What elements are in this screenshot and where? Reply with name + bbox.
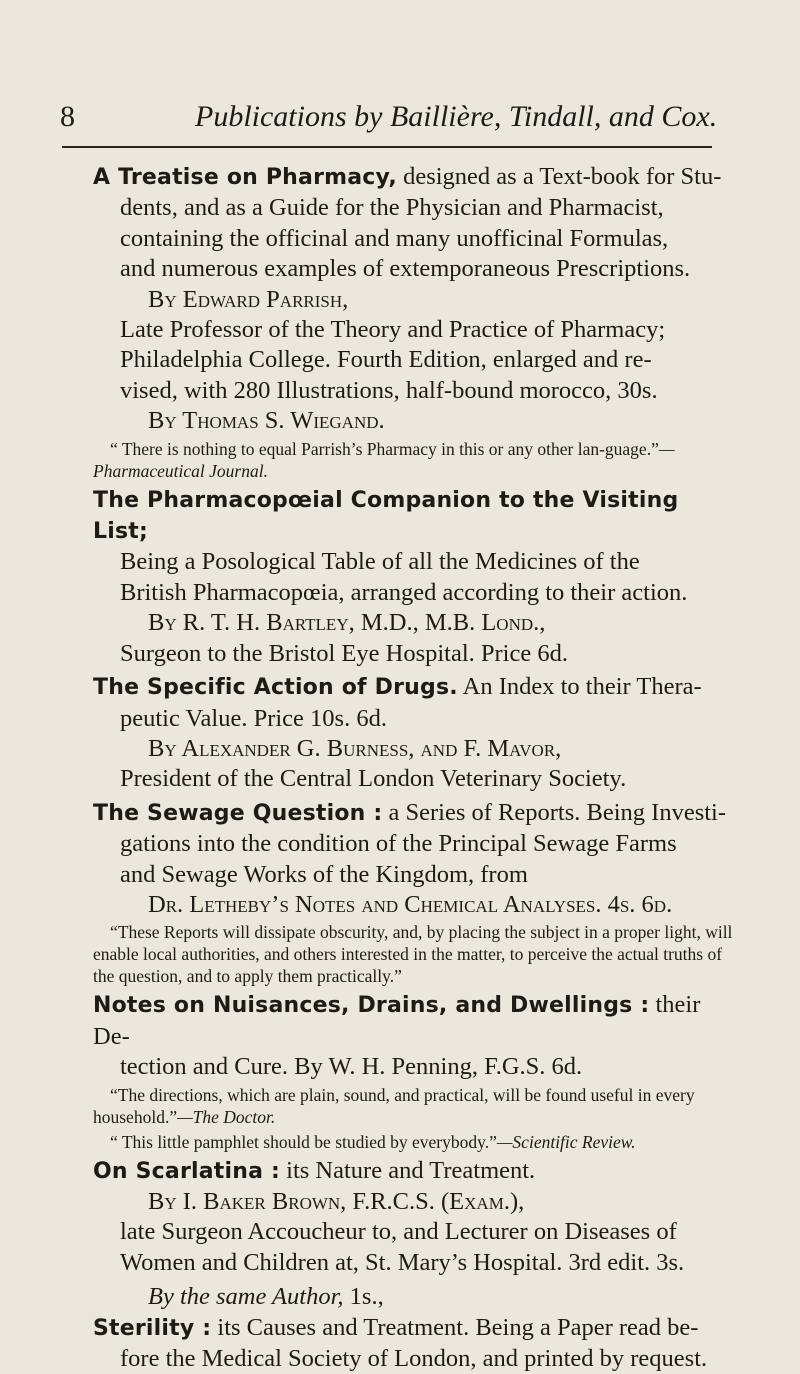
review-quote: “These Reports will dissipate obscurity, and, by placing the subject in a proper light, will enable local authorities, and others interested in the matter, to perceive the actual truths of the question, and to apply them practically.” [93, 922, 733, 987]
entry-title: On Scarlatina : [93, 1158, 281, 1184]
entry-author: By Edward Parrish, [148, 285, 349, 313]
review-quote [93, 1131, 733, 1153]
quote-source: —Scientific Review. [496, 1131, 636, 1152]
entry-description: containing the officinal and many unofficinal Formulas, [120, 224, 669, 252]
entry-author: By I. Baker Brown, F.R.C.S. (Exam.), [148, 1187, 525, 1215]
quote-text: “ There is nothing to equal Parrish’s Pharmacy in this or any other lan-guage.” [110, 438, 659, 459]
entry-description: its Causes and Treatment. Being a Paper read be- [217, 1313, 699, 1341]
entry-description: British Pharmacopœia, arranged according to their action. [120, 578, 688, 606]
entry-description: a Series of Reports. Being Investi- [388, 798, 727, 826]
book-entry-on-scarlatina [93, 1156, 733, 1313]
entry-description: dents, and as a Guide for the Physician and Pharmacist, [120, 194, 664, 222]
entry-description: peutic Value. Price 10s. 6d. [120, 704, 387, 732]
entry-title: The Pharmacopœial Companion to the Visiting List; [93, 487, 679, 545]
entry-title: The Sewage Question : [93, 800, 383, 826]
book-entry-specific-action-of-drugs [93, 672, 733, 795]
quote-text: “ This little pamphlet should be studied by everybody.” [110, 1131, 497, 1152]
entry-description: and numerous examples of extemporaneous Prescriptions. [120, 255, 691, 283]
quote-source: —The Doctor. [177, 1106, 276, 1127]
quote-text: “The directions, which are plain, sound, and practical, will be found useful in every household.” [93, 1084, 695, 1127]
entry-editor: By Thomas S. Wiegand. [148, 407, 385, 435]
entry-title: The Specific Action of Drugs. [93, 675, 458, 701]
header-rule [62, 146, 712, 148]
entry-author-role: Late Professor of the Theory and Practice of Pharmacy; [120, 316, 666, 344]
entry-title: A Treatise on Pharmacy, [93, 165, 397, 190]
book-entry-notes-on-nuisances [93, 990, 733, 1152]
catalogue-listing [93, 162, 733, 1374]
same-author-price: 1s., [349, 1283, 384, 1311]
entry-author-role: vised, with 280 Illustrations, half-bound morocco, 30s. [120, 376, 658, 404]
entry-description: fore the Medical Society of London, and printed by request. [120, 1345, 708, 1372]
entry-description: gations into the condition of the Principal Sewage Farms [120, 830, 677, 858]
entry-description: Being a Posological Table of all the Medicines of the [120, 548, 640, 576]
entry-description: their De- [93, 991, 701, 1050]
quote-source: —Pharmaceutical Journal. [93, 438, 675, 481]
entry-author: By Alexander G. Burness, and F. Mavor, [148, 734, 562, 762]
page-header [60, 100, 740, 140]
entry-description: designed as a Text-book for Stu- [403, 163, 722, 190]
entry-author: By R. T. H. Bartley, M.D., M.B. Lond., [148, 609, 546, 637]
book-entry-pharmacopoeial-companion [93, 485, 733, 669]
page-number: 8 [60, 100, 75, 133]
same-author-line [93, 1282, 733, 1312]
review-quote [93, 1084, 733, 1128]
entry-author-role: Philadelphia College. Fourth Edition, enlarged and re- [120, 346, 652, 374]
book-entry-sterility [93, 1313, 733, 1374]
entry-author: Dr. Letheby’s Notes and Chemical Analyses. 4s. 6d. [148, 890, 673, 918]
entry-title: Notes on Nuisances, Drains, and Dwellings : [93, 993, 650, 1019]
review-quote [93, 438, 733, 482]
entry-author-role: President of the Central London Veterinary Society. [120, 765, 627, 793]
entry-author-role: Women and Children at, St. Mary’s Hospital. 3rd edit. 3s. [120, 1248, 685, 1276]
book-entry-treatise-on-pharmacy [93, 162, 733, 482]
entry-description: tection and Cure. By W. H. Penning, F.G.S. 6d. [120, 1053, 583, 1081]
entry-description: An Index to their Thera- [462, 673, 702, 701]
entry-description: and Sewage Works of the Kingdom, from [120, 860, 528, 888]
entry-author-role: Surgeon to the Bristol Eye Hospital. Price 6d. [120, 639, 568, 667]
entry-title: Sterility : [93, 1315, 212, 1341]
book-entry-sewage-question [93, 798, 733, 988]
entry-description: its Nature and Treatment. [286, 1156, 536, 1184]
entry-author-role: late Surgeon Accoucheur to, and Lecturer on Diseases of [120, 1218, 677, 1246]
same-author-text: By the same Author, [148, 1283, 344, 1311]
running-title: Publications by Baillière, Tindall, and Cox. [195, 100, 718, 133]
